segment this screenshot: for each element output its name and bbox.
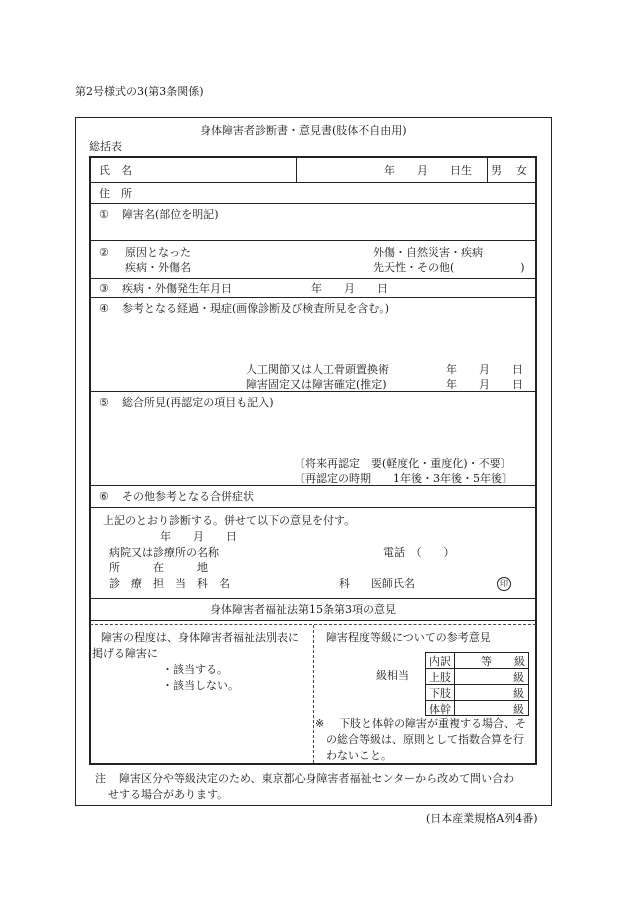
- row-number-2: ②: [99, 246, 109, 259]
- other-symptoms-label: その他参考となる合併症状: [122, 490, 254, 503]
- diagnosis-date: 年 月 日: [160, 530, 237, 543]
- doctor-name-label: 医師氏名: [371, 577, 415, 590]
- row-number-1: ①: [99, 208, 109, 221]
- disability-fixed: 障害固定又は障害確定(推定): [246, 378, 387, 391]
- choice-applicable[interactable]: ・該当する。: [162, 663, 228, 676]
- form-number: 第2号様式の3(第3条関係): [75, 85, 204, 98]
- summary-label: 総括表: [89, 140, 122, 153]
- cause-option-2: 先天性・その他( ): [373, 261, 525, 274]
- note-mark: ※: [315, 717, 325, 730]
- name-label: 氏 名: [99, 164, 132, 177]
- cause-label-2: 疾病・外傷名: [125, 261, 191, 274]
- hospital-name-label: 病院又は診療所の名称: [109, 546, 219, 559]
- sex-female[interactable]: 女: [516, 164, 527, 177]
- opinion-title: 身体障害者福祉法第15条第3項の意見: [210, 603, 396, 616]
- form-title: 身体障害者診断書・意見書(肢体不自由用): [200, 124, 407, 137]
- paper-size: (日本産業規格A列4番): [426, 812, 538, 825]
- row-number-6: ⑥: [99, 490, 109, 503]
- grade-part-1: 上肢: [429, 671, 451, 684]
- row-number-3: ③: [99, 282, 109, 295]
- grade-part-2: 下肢: [429, 687, 451, 700]
- department-suffix: 科: [339, 577, 350, 590]
- grade-unit-0: 等 級: [481, 655, 525, 668]
- joint-replacement: 人工関節又は人工骨頭置換術: [246, 363, 389, 376]
- location-label: 所 在 地: [109, 561, 208, 574]
- grade-equivalent-label: 級相当: [376, 669, 409, 682]
- findings-label: 総合所見(再認定の項目も記入): [122, 396, 274, 409]
- opinion-left-line2: 掲げる障害に: [92, 647, 158, 660]
- name-field[interactable]: [140, 160, 290, 180]
- seal-icon: 印: [497, 577, 511, 591]
- note-line3: わないこと。: [326, 749, 392, 762]
- opinion-left-line1: 障害の程度は、身体障害者福祉法別表に: [101, 631, 299, 644]
- choice-not-applicable[interactable]: ・該当しない。: [162, 679, 239, 692]
- cause-label-1: 原因となった: [125, 246, 191, 259]
- department-label: 診 療 担 当 科 名: [109, 577, 230, 590]
- grade-unit-2: 級: [513, 687, 524, 700]
- address-label: 住 所: [99, 187, 132, 200]
- diagnosis-statement: 上記のとおり診断する。併せて以下の意見を付す。: [103, 514, 356, 527]
- footer-note-mark: 注: [95, 772, 106, 785]
- joint-replacement-date: 年 月 日: [446, 363, 523, 376]
- onset-label: 疾病・外傷発生年月日: [122, 282, 232, 295]
- footer-note-line1: 障害区分や等級決定のため、東京都心身障害者福祉センターから改めて問い合わ: [119, 772, 515, 785]
- note-line2: の総合等級は、原則として指数合算を行: [326, 733, 524, 746]
- sex-male[interactable]: 男: [491, 164, 502, 177]
- cause-option-1: 外傷・自然災害・疾病: [373, 246, 483, 259]
- birth-date: 年 月 日生: [384, 164, 472, 177]
- grade-unit-3: 級: [513, 703, 524, 716]
- disability-name-label: 障害名(部位を明記): [122, 208, 219, 221]
- grade-part-0: 内訳: [429, 655, 451, 668]
- recertification: 〔将来再認定 要(軽度化・重度化)・不要〕: [294, 457, 512, 470]
- grade-unit-1: 級: [513, 671, 524, 684]
- note-line1: 下肢と体幹の障害が重複する場合、そ: [339, 717, 526, 730]
- phone-label: 電話 （ ）: [383, 546, 455, 559]
- recertification-time: 〔再認定の時期 1年後・3年後・5年後〕: [294, 472, 513, 485]
- footer-note-line2: せする場合があります。: [108, 788, 229, 801]
- grade-part-3: 体幹: [429, 703, 451, 716]
- disability-fixed-date: 年 月 日: [446, 378, 523, 391]
- onset-date: 年 月 日: [311, 282, 388, 295]
- row-number-5: ⑤: [99, 396, 109, 409]
- row-number-4: ④: [99, 302, 109, 315]
- history-label: 参考となる経過・現症(画像診断及び検査所見を含む。): [122, 302, 390, 315]
- reference-opinion-title: 障害程度等級についての参考意見: [326, 631, 491, 644]
